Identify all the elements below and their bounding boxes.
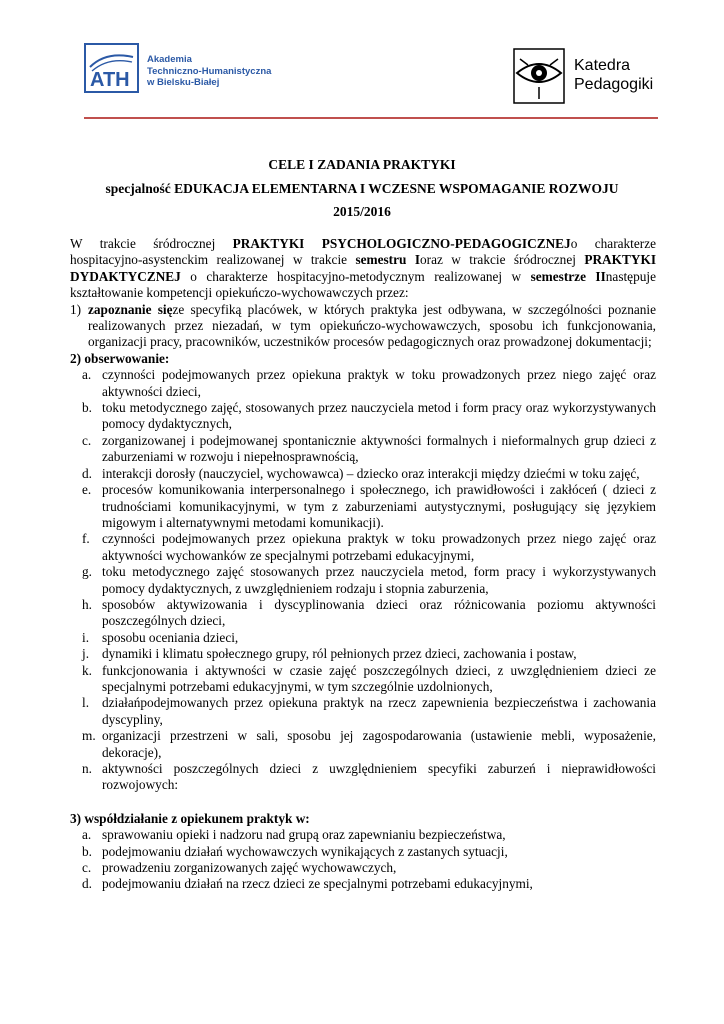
list-item xyxy=(70,564,656,597)
list-item-text: dynamiki i klimatu społecznego grupy, ról pełnionych przez dzieci, zachowania i postaw, xyxy=(102,646,577,662)
section-2-heading: 2) obserwowanie: xyxy=(70,350,170,366)
list-item xyxy=(70,827,656,843)
list-item-text: aktywności poszczególnych dzieci z uwzględnieniem specyfiki zaburzeń i nieprawidłowości rozwojowych: xyxy=(102,761,656,793)
list-item xyxy=(70,876,656,892)
ath-line-2: Techniczno-Humanistyczna xyxy=(147,65,272,77)
doc-title: CELE I ZADANIA PRAKTYKI xyxy=(268,157,456,172)
list-item xyxy=(70,433,656,466)
list-item xyxy=(70,844,656,860)
katedra-name xyxy=(574,56,653,94)
ath-line-1: Akademia xyxy=(147,54,192,65)
intro-paragraph: W trakcie śródrocznej PRAKTYKI PSYCHOLOGICZNO-PEDAGOGICZNEJo charakterze hospitacyjno-asystenckim realizowanej w trakcie semestru Ioraz w trakcie śródrocznej PRAKTYKI DYDAKTYCZNEJ o charakterze hospitacyjno-metodycznym realizowanej w semestrze IInastępuje kształtowanie kompetencji opiekuńczo-wychowawczych przez: xyxy=(70,236,656,301)
list-item xyxy=(70,728,656,761)
list-item-text: zorganizowanej i podejmowanej spontanicznie aktywności formalnych i nieformalnych grup dzieci z zaburzeniami w rozwoju i niepełnosprawnością, xyxy=(102,432,656,465)
list-item-label: l. xyxy=(82,695,90,711)
list-item-label: e. xyxy=(82,482,92,498)
list-item xyxy=(70,860,656,876)
subtitle-specialty: EDUKACJA ELEMENTARNA I WCZESNE WSPOMAGANIE ROZWOJU xyxy=(174,181,619,196)
list-item xyxy=(70,663,656,696)
list-item-label: n. xyxy=(82,761,92,776)
list-item xyxy=(70,597,656,630)
list-item-text: toku metodycznego zajęć stosowanych przez nauczyciela metod, form pracy i wykorzystywanych pomocy dydaktycznych, z uwzględnieniem rodzaju i stopnia zaburzenia, xyxy=(102,564,656,596)
list-item-text: sposobów aktywizowania i dyscyplinowania dzieci oraz różnicowania poziomu aktywności poszczególnych dzieci, xyxy=(102,596,656,629)
list-item-label: c. xyxy=(82,432,92,448)
list-item xyxy=(70,482,656,531)
list-item-text: podejmowaniu działań na rzecz dzieci ze specjalnymi potrzebami edukacyjnymi, xyxy=(102,876,533,892)
section-1 xyxy=(70,302,656,351)
list-item xyxy=(70,761,656,794)
subtitle-prefix: specjalność xyxy=(105,181,175,196)
list-item-label: b. xyxy=(82,843,92,859)
list-item-label: m. xyxy=(82,728,96,744)
list-item-text: podejmowaniu działań wychowawczych wynikających z zastanych sytuacji, xyxy=(102,843,508,859)
list-item xyxy=(70,400,656,433)
list-item-label: d. xyxy=(82,465,92,481)
list-item-label: h. xyxy=(82,596,92,612)
list-item-text: sposobu oceniania dzieci, xyxy=(102,629,239,645)
list-item-text: działańpodejmowanych przez opiekuna praktyk na rzecz zapewnienia bezpieczeństwa i zachowania dyscypliny, xyxy=(102,695,656,727)
list-item-label: k. xyxy=(82,662,92,678)
section-2-list xyxy=(70,367,656,794)
list-item-label: a. xyxy=(82,367,92,383)
list-item-text: czynności podejmowanych przez opiekuna praktyk w toku prowadzonych przez niego zajęć oraz aktywności dzieci, xyxy=(102,367,656,399)
list-item-text: organizacji przestrzeni w sali, sposobu jej zagospodarowania (ustawienie mebli, wyposażenie, dekoracje), xyxy=(102,728,656,760)
list-item-label: a. xyxy=(82,827,92,843)
list-item xyxy=(70,695,656,728)
list-item-text: prowadzeniu zorganizowanych zajęć wychowawczych, xyxy=(102,860,397,876)
list-item-label: g. xyxy=(82,564,92,580)
list-item-text: toku metodycznego zajęć, stosowanych przez nauczyciela metod i form pracy oraz wykorzystywanych pomocy dydaktycznych, xyxy=(102,400,656,432)
list-item-label: f. xyxy=(82,531,90,547)
list-item-text: procesów komunikowania interpersonalnego i społecznego, ich prawidłowości i zakłóceń ( dzieci z trudnościami komunikacyjnymi, w tym z zaburzeniami autystycznymi, posługujący się językiem migowym i alternatywnymi metodami komunikacji). xyxy=(102,482,656,530)
list-item-label: d. xyxy=(82,876,92,892)
list-item-label: c. xyxy=(82,860,92,876)
doc-body xyxy=(70,236,656,893)
list-item-label: i. xyxy=(82,629,90,645)
list-item-text: czynności podejmowanych przez opiekuna praktyk w toku prowadzonych przez niego zajęć oraz aktywności wychowanków ze specjalnymi potrzebami edukacyjnymi, xyxy=(102,531,656,563)
doc-subtitle xyxy=(0,181,724,197)
section-3-list xyxy=(70,827,656,893)
ath-logo xyxy=(84,43,139,93)
section-1-number: 1) xyxy=(70,301,82,317)
ath-line-3: w Bielsku-Białej xyxy=(147,77,220,88)
list-item-text: interakcji dorosły (nauczyciel, wychowawca) – dziecko oraz interakcji między dziećmi w toku zajęć, xyxy=(102,465,640,481)
list-item-label: b. xyxy=(82,400,92,416)
list-item xyxy=(70,367,656,400)
list-item xyxy=(70,531,656,564)
header-rule xyxy=(84,117,658,119)
section-3-heading: 3) współdziałanie z opiekunem praktyk w: xyxy=(70,810,310,826)
section-1-text: zapoznanie sięze specyfiką placówek, w których praktyka jest odbywana, w szczególności poznanie realizowanych przez niezadań, w tym opiekuńczo-wychowawczych, sposobu ich funkcjonowania, organizacji pracy, pracowników, uczestników procesów pedagogicznych oraz prowadzonej dokumentacji; xyxy=(88,301,656,350)
list-item xyxy=(70,466,656,482)
list-item-label: j. xyxy=(82,646,90,662)
doc-year: 2015/2016 xyxy=(333,204,391,219)
list-item xyxy=(70,630,656,646)
list-item-text: funkcjonowania i aktywności w czasie zajęć poszczególnych dzieci, z uwzględnieniem dzieci ze specjalnymi potrzebami edukacyjnymi, w tym szczególnie uzdolnionych, xyxy=(102,662,656,694)
ath-logo-letters: ATH xyxy=(90,69,130,91)
ath-name xyxy=(147,54,271,89)
katedra-line-1: Katedra xyxy=(574,57,631,74)
katedra-line-2: Pedagogiki xyxy=(574,76,654,93)
list-item-text: sprawowaniu opieki i nadzoru nad grupą oraz zapewnianiu bezpieczeństwa, xyxy=(102,827,506,843)
list-item xyxy=(70,646,656,662)
